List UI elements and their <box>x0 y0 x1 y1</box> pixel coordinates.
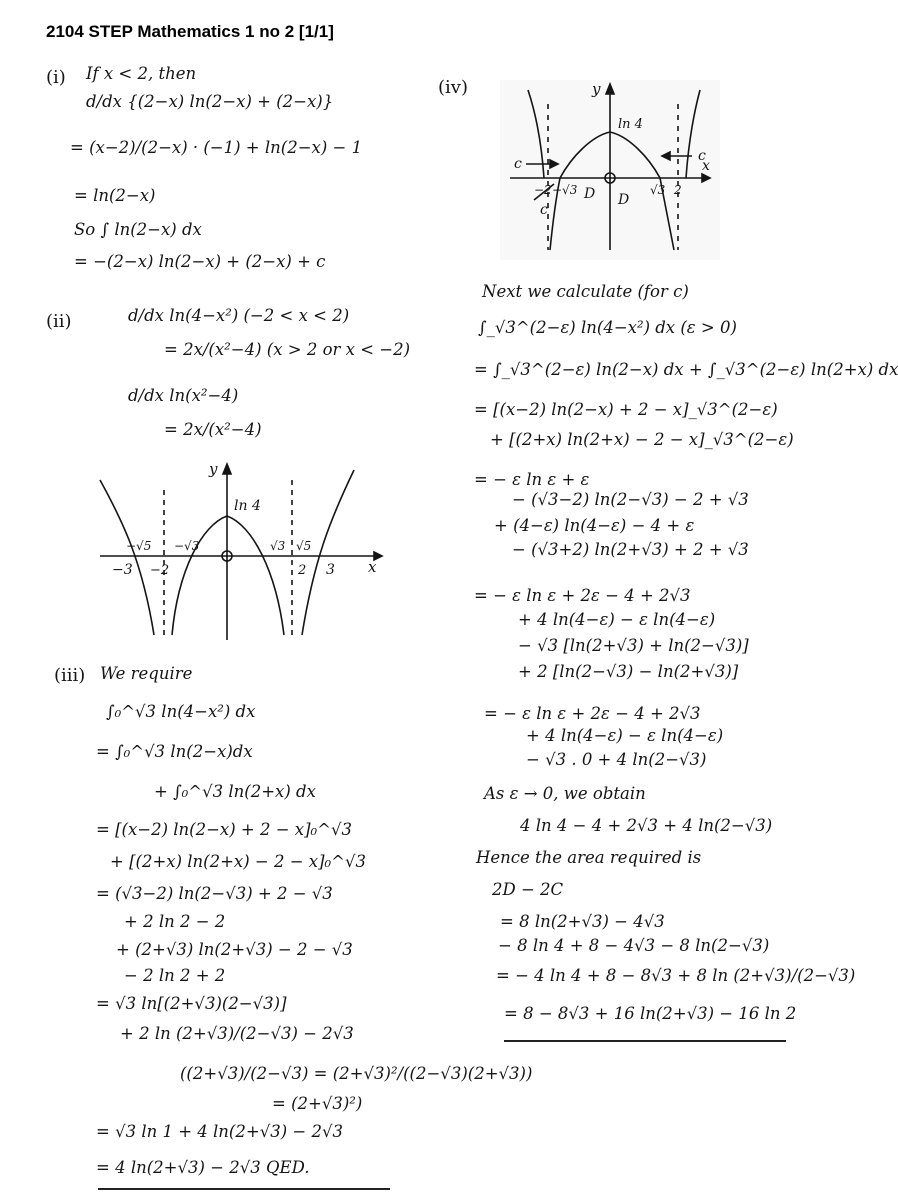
right-column-line: + 4 ln(4−ε) − ε ln(4−ε) <box>518 610 716 629</box>
y-axis-label: y <box>209 460 218 478</box>
left-column-line: d/dx ln(4−x²) (−2 < x < 2) <box>128 306 350 325</box>
tick-2: 2 <box>674 183 682 197</box>
right-column-line: = 8 − 8√3 + 16 ln(2+√3) − 16 ln 2 <box>504 1004 797 1023</box>
x-axis-label: x <box>702 158 710 174</box>
page-title: 2104 STEP Mathematics 1 no 2 [1/1] <box>46 22 334 41</box>
left-column-line: = (x−2)/(2−x) · (−1) + ln(2−x) − 1 <box>70 138 363 157</box>
right-column-line: = ∫_√3^(2−ε) ln(2−x) dx + ∫_√3^(2−ε) ln(2+x) dx <box>474 360 898 379</box>
tick-neg-root3: −√3 <box>552 183 578 197</box>
right-column-line: + 4 ln(4−ε) − ε ln(4−ε) <box>526 726 724 745</box>
right-column-line: + 2 [ln(2−√3) − ln(2+√3)] <box>518 662 739 681</box>
left-column-line: = 2x/(x²−4) (x > 2 or x < −2) <box>164 340 411 359</box>
end-rule-right <box>504 1040 786 1042</box>
left-column-line: = ln(2−x) <box>74 186 156 205</box>
left-column-line: If x < 2, then <box>86 64 197 83</box>
left-column-line: + (2+√3) ln(2+√3) − 2 − √3 <box>116 940 353 959</box>
left-column-line: = (2+√3)²) <box>272 1094 363 1113</box>
right-column-line: + [(2+x) ln(2+x) − 2 − x]_√3^(2−ε) <box>490 430 794 449</box>
region-d-left: D <box>584 186 596 202</box>
curve-left-branch <box>100 480 154 635</box>
left-column-line: + ∫₀^√3 ln(2+x) dx <box>154 782 316 801</box>
region-c-lower: c <box>540 202 548 218</box>
left-column-line: d/dx ln(x²−4) <box>128 386 239 405</box>
right-column-line: + (4−ε) ln(4−ε) − 4 + ε <box>494 516 695 535</box>
end-rule-left <box>98 1188 390 1190</box>
right-column-line: 4 ln 4 − 4 + 2√3 + 4 ln(2−√3) <box>520 816 773 835</box>
left-column-line: d/dx {(2−x) ln(2−x) + (2−x)} <box>86 92 334 111</box>
right-column-line: Next we calculate (for c) <box>482 282 689 301</box>
right-column-line: − √3 [ln(2+√3) + ln(2−√3)] <box>518 636 749 655</box>
right-column-line: = − ε ln ε + ε <box>474 470 590 489</box>
tick-3: 3 <box>326 562 335 578</box>
right-column-line: = − 4 ln 4 + 8 − 8√3 + 8 ln (2+√3)/(2−√3) <box>496 966 856 985</box>
right-column-line: = − ε ln ε + 2ε − 4 + 2√3 <box>474 586 691 605</box>
right-column-line: = 8 ln(2+√3) − 4√3 <box>500 912 665 931</box>
label-root5: √5 <box>296 539 312 553</box>
tick-root3: √3 <box>650 183 666 197</box>
right-column-line: − √3 . 0 + 4 ln(2−√3) <box>526 750 707 769</box>
tick-2: 2 <box>298 563 307 578</box>
tick-neg3: −3 <box>112 562 133 578</box>
right-column-line: 2D − 2C <box>492 880 564 899</box>
left-column-line: (iii) <box>54 665 86 686</box>
curve-central <box>172 516 284 635</box>
tick-neg2: −2 <box>534 183 552 197</box>
right-column-line: = − ε ln ε + 2ε − 4 + 2√3 <box>484 704 701 723</box>
graph-part-iv <box>500 80 720 260</box>
right-column-line: − 8 ln 4 + 8 − 4√3 − 8 ln(2−√3) <box>498 936 770 955</box>
left-column-line: − 2 ln 2 + 2 <box>124 966 226 985</box>
left-column-line: = 2x/(x²−4) <box>164 420 262 439</box>
left-column-line: (ii) <box>46 311 72 332</box>
y-axis-label: y <box>592 80 601 98</box>
peak-label: ln 4 <box>618 117 643 132</box>
left-column-line: We require <box>100 664 193 683</box>
left-column-line: = [(x−2) ln(2−x) + 2 − x]₀^√3 <box>96 820 352 839</box>
left-column-line: ∫₀^√3 ln(4−x²) dx <box>106 702 256 721</box>
right-column-line: = [(x−2) ln(2−x) + 2 − x]_√3^(2−ε) <box>474 400 778 419</box>
x-axis-label: x <box>368 558 377 576</box>
right-column-line: As ε → 0, we obtain <box>484 784 646 803</box>
left-column-line: + 2 ln (2+√3)/(2−√3) − 2√3 <box>120 1024 354 1043</box>
left-column-line: = √3 ln 1 + 4 ln(2+√3) − 2√3 <box>96 1122 343 1141</box>
region-c-right: c <box>698 148 706 164</box>
left-column-line: ((2+√3)/(2−√3) = (2+√3)²/((2−√3)(2+√3)) <box>180 1064 533 1083</box>
left-column-line: (i) <box>46 67 66 88</box>
tick-neg2: −2 <box>150 563 170 578</box>
left-column-line: + 2 ln 2 − 2 <box>124 912 226 931</box>
label-neg-root5: −√5 <box>126 539 152 553</box>
left-column-line: So ∫ ln(2−x) dx <box>74 220 202 239</box>
label-root3: √3 <box>270 539 286 553</box>
label-neg-root3: −√3 <box>174 539 200 553</box>
right-column-line: − (√3−2) ln(2−√3) − 2 + √3 <box>512 490 749 509</box>
left-column-line: = √3 ln[(2+√3)(2−√3)] <box>96 994 287 1013</box>
region-d-right: D <box>618 192 630 208</box>
graph-part-ii <box>92 460 392 650</box>
left-column-line: = −(2−x) ln(2−x) + (2−x) + c <box>74 252 326 271</box>
right-column-line: ∫_√3^(2−ε) ln(4−x²) dx (ε > 0) <box>478 318 737 337</box>
left-column-line: + [(2+x) ln(2+x) − 2 − x]₀^√3 <box>110 852 366 871</box>
peak-label: ln 4 <box>234 498 261 514</box>
region-c-left: c <box>514 156 522 172</box>
right-column-line: − (√3+2) ln(2+√3) + 2 + √3 <box>512 540 749 559</box>
left-column-line: = (√3−2) ln(2−√3) + 2 − √3 <box>96 884 333 903</box>
left-column-line: = ∫₀^√3 ln(2−x)dx <box>96 742 253 761</box>
right-column-line: Hence the area required is <box>476 848 702 867</box>
left-column-line: = 4 ln(2+√3) − 2√3 QED. <box>96 1158 310 1177</box>
right-column-line: (iv) <box>438 77 468 98</box>
